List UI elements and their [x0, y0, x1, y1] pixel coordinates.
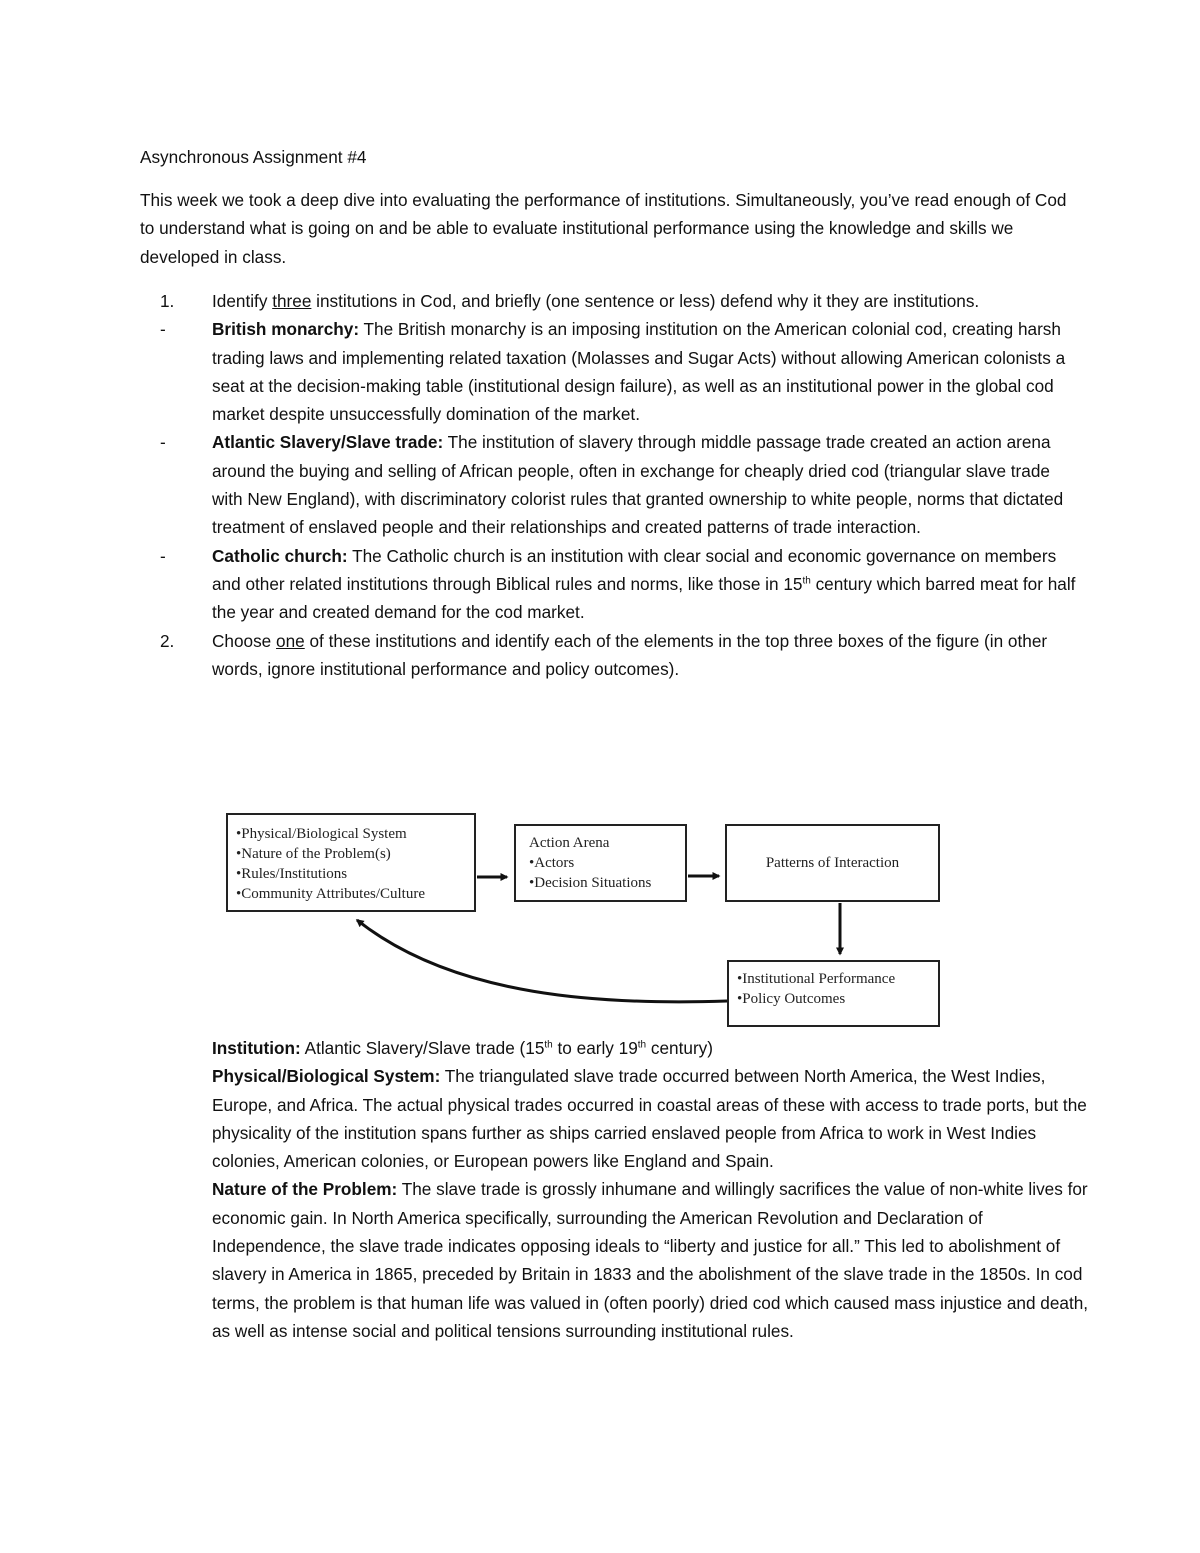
box-line: •Decision Situations: [529, 875, 652, 891]
answers-section: [212, 1034, 1092, 1345]
action-arena-box: [514, 824, 687, 902]
box-line: •Community Attributes/Culture: [236, 886, 426, 902]
superscript: th: [637, 1039, 647, 1051]
question-emphasis: three: [272, 291, 312, 311]
bullet-text: The institution of slavery through middle passage trade created an action arena around the buying and selling of African people, often in exchange for cheaply dried cod (triangular slave trade with New England), with discriminatory colorist rules that granted ownership to white people, norms that dictated treatment of enslaved people and their relationships and created patterns of trade interaction.: [212, 432, 1064, 538]
question-1: [140, 287, 1080, 315]
box-line: Patterns of Interaction: [765, 855, 900, 871]
answer-physical-system: [212, 1062, 1092, 1175]
outcomes-box: [727, 960, 940, 1027]
answer-label: Physical/Biological System:: [212, 1066, 441, 1087]
superscript: th: [544, 1039, 553, 1051]
context-box: [226, 813, 476, 912]
box-line: •Rules/Institutions: [236, 866, 348, 882]
answer-institution: [212, 1034, 1092, 1062]
superscript: th: [802, 575, 811, 587]
question-text: Identify: [212, 291, 273, 311]
answer-text: The triangulated slave trade occurred between North America, the West Indies, Europe, and Africa. The actual physical trades occurred in coastal areas of these with access to trade ports, but the physicality of the institution spans further as ships carried enslaved people from Africa to work in West Indies colonies, American colonies, or European powers like England and Spain.: [212, 1066, 1087, 1172]
bullet-dash: -: [160, 545, 166, 566]
answer-text: to early 19: [552, 1038, 638, 1058]
assignment-title: Asynchronous Assignment #4: [140, 147, 367, 167]
box-line: •Nature of the Problem(s): [236, 846, 391, 862]
answer-bullet-catholic-church: [140, 542, 1080, 627]
bullet-label: Catholic church:: [212, 545, 348, 566]
iad-framework-figure: [225, 808, 945, 1033]
box-line: •Institutional Performance: [737, 971, 896, 987]
question-text: of these institutions and identify each of the elements in the top three boxes of the figure (in other words, ignore institutional performance and policy outcomes).: [212, 630, 1048, 679]
answer-text: The slave trade is grossly inhumane and willingly sacrifices the value of non-white lives for economic gain. In North America specifically, surrounding the American Revolution and Declaration of Independence, the slave trade indicates opposing ideals to “liberty and justice for all.” This led to abolishment of slavery in America in 1865, preceded by Britain in 1833 and the abolishment of the slave trade in the 1850s. In cod terms, the problem is that human life was valued in (often poorly) dried cod which caused mass injustice and death, as well as intense social and political tensions surrounding institutional rules.: [212, 1179, 1089, 1341]
bullet-label: Atlantic Slavery/Slave trade:: [212, 432, 444, 453]
answer-nature-of-problem: [212, 1175, 1092, 1345]
bullet-text: The British monarchy is an imposing institution on the American colonial cod, creating harsh trading laws and implementing related taxation (Molasses and Sugar Acts) without allowing American colonists a seat at the decision-making table (institutional design failure), as well as an institutional power in the global cod market despite unsuccessfully domination of the market.: [212, 319, 1066, 425]
answer-bullet-slave-trade: [140, 428, 1080, 541]
question-text: Choose: [212, 630, 277, 651]
question-list: [140, 287, 1080, 683]
answer-label: Nature of the Problem:: [212, 1179, 398, 1200]
question-2: [140, 627, 1080, 684]
answer-label: Institution:: [212, 1038, 301, 1058]
box-line: •Actors: [529, 855, 575, 871]
bullet-text: The Catholic church is an institution with clear social and economic governance on members and other related institutions through Biblical rules and norms, like those in 15: [212, 545, 1057, 594]
answer-bullet-british-monarchy: [140, 315, 1080, 428]
answer-text: Atlantic Slavery/Slave trade (15: [300, 1038, 545, 1058]
bullet-dash: -: [160, 432, 166, 453]
bullet-dash: -: [160, 319, 166, 340]
patterns-box: [725, 824, 940, 902]
bullet-label: British monarchy:: [212, 319, 360, 340]
box-line: Action Arena: [529, 835, 610, 851]
question-number: 2.: [160, 630, 175, 651]
question-emphasis: one: [276, 630, 305, 651]
answer-text: century): [646, 1038, 713, 1058]
box-line: •Physical/Biological System: [236, 826, 407, 842]
bullet-text: century which barred meat for half the year and created demand for the cod market.: [212, 573, 1076, 623]
feedback-arrow-icon: [357, 920, 727, 1002]
intro-paragraph: This week we took a deep dive into evaluating the performance of institutions. Simultaneously, you’ve read enough of Cod to understand what is going on and be able to evaluate institutional performance using the knowledge and skills we developed in class.: [140, 190, 1067, 267]
question-number: 1.: [160, 291, 175, 311]
question-text: institutions in Cod, and briefly (one sentence or less) defend why it they are institutions.: [311, 291, 980, 311]
box-line: •Policy Outcomes: [737, 991, 846, 1007]
